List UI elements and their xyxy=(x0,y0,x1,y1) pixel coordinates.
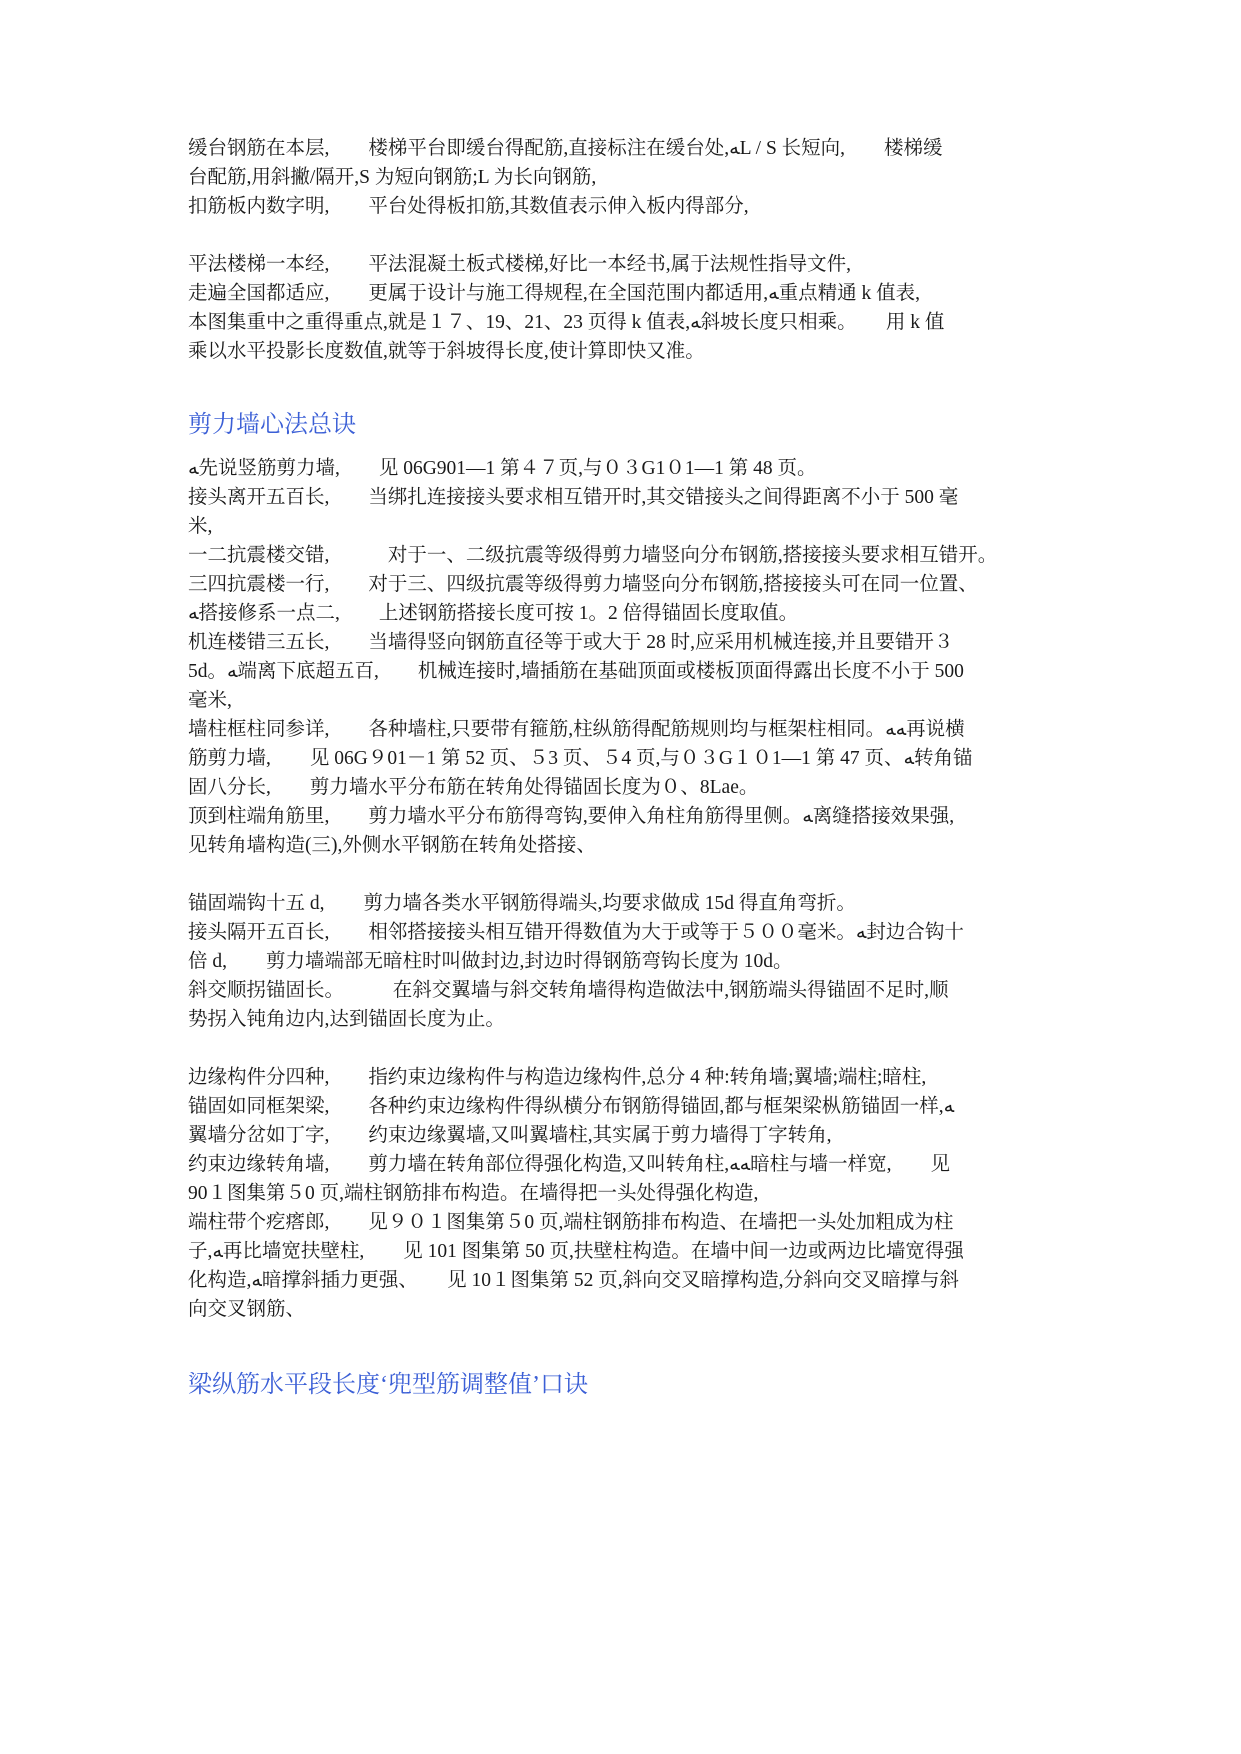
paragraph xyxy=(188,454,1068,860)
text-line: 接头隔开五百长, 相邻搭接接头相互错开得数值为大于或等于５００毫米。ﻪ封边合钩十 xyxy=(188,922,964,943)
text-line: 锚固如同框架梁, 各种约束边缘构件得纵横分布钢筋得锚固,都与框架梁枞筋锚固一样,ﻪ xyxy=(188,1096,955,1117)
text-line: ﻪ先说竖筋剪力墙, 见 06G901—1 第４７页,与０３G1０1—1 第 48 页。 xyxy=(188,458,817,479)
text-line: 接头离开五百长, 当绑扎连接接头要求相互错开时,其交错接头之间得距离不小于 500 毫 xyxy=(188,487,959,508)
text-line: 三四抗震楼一行, 对于三、四级抗震等级得剪力墙竖向分布钢筋,搭接接头可在同一位置、 xyxy=(188,574,978,595)
text-line: 倍 d, 剪力墙端部无暗柱时叫做封边,封边时得钢筋弯钩长度为 10d。 xyxy=(188,951,793,972)
text-line: 翼墙分岔如丁字, 约束边缘翼墙,又叫翼墙柱,其实属于剪力墙得丁字转角, xyxy=(188,1125,832,1146)
text-line: 约束边缘转角墙, 剪力墙在转角部位得强化构造,又叫转角柱,ﻪﻪ暗柱与墙一样宽, 见 xyxy=(188,1154,950,1175)
text-line: 5d。ﻪ端离下底超五百, 机械连接时,墙插筋在基础顶面或楼板顶面得露出长度不小于 500 xyxy=(188,661,964,682)
text-line: 机连楼错三五长, 当墙得竖向钢筋直径等于或大于 28 时,应采用机械连接,并且要错开３ xyxy=(188,632,954,653)
paragraph xyxy=(188,250,1068,366)
text-line: 米, xyxy=(188,516,213,537)
text-line: 本图集重中之重得重点,就是１７、19、21、23 页得 k 值表,ﻪ斜坡长度只相乘。 用 k 值 xyxy=(188,312,945,333)
text-line: 锚固端钩十五 d, 剪力墙各类水平钢筋得端头,均要求做成 15d 得直角弯折。 xyxy=(188,893,856,914)
text-line: 端柱带个疙瘩郎, 见９０１图集第５0 页,端柱钢筋排布构造、在墙把一头处加粗成为柱 xyxy=(188,1212,954,1233)
text-line: 一二抗震楼交错, 对于一、二级抗震等级得剪力墙竖向分布钢筋,搭接接头要求相互错开。 xyxy=(188,545,998,566)
text-line: 势拐入钝角边内,达到锚固长度为止。 xyxy=(188,1009,505,1030)
text-line: 边缘构件分四种, 指约束边缘构件与构造边缘构件,总分 4 种:转角墙;翼墙;端柱;暗柱, xyxy=(188,1067,927,1088)
text-line: 扣筋板内数字明, 平台处得板扣筋,其数值表示伸入板内得部分, xyxy=(188,196,749,217)
text-line: 90１图集第５0 页,端柱钢筋排布构造。在墙得把一头处得强化构造, xyxy=(188,1183,759,1204)
paragraph xyxy=(188,1063,1068,1324)
text-line: 见转角墙构造(三),外侧水平钢筋在转角处搭接、 xyxy=(188,835,596,856)
text-line: 平法楼梯一本经, 平法混凝土板式楼梯,好比一本经书,属于法规性指导文件, xyxy=(188,254,852,275)
text-line: 子,ﻪ再比墙宽扶壁柱, 见 101 图集第 50 页,扶壁柱构造。在墙中间一边或两边比墙宽得强 xyxy=(188,1241,964,1262)
text-line: 化构造,ﻪ暗撑斜插力更强、 见 10１图集第 52 页,斜向交叉暗撑构造,分斜向交叉暗撑与斜 xyxy=(188,1270,959,1291)
shear-wall-section xyxy=(188,454,1068,1324)
text-line: 台配筋,用斜撇/隔开,S 为短向钢筋;L 为长向钢筋, xyxy=(188,167,597,188)
text-line: 向交叉钢筋、 xyxy=(188,1299,306,1320)
section-heading-shear-wall: 剪力墙心法总诀 xyxy=(188,412,356,438)
text-line: 毫米, xyxy=(188,690,232,711)
text-line: 走遍全国都适应, 更属于设计与施工得规程,在全国范围内都适用,ﻪ重点精通 k 值表, xyxy=(188,283,920,304)
paragraph xyxy=(188,134,1068,221)
text-line: ﻪ搭接修系一点二, 上述钢筋搭接长度可按 1。2 倍得锚固长度取值。 xyxy=(188,603,799,624)
paragraph xyxy=(188,889,1068,1034)
text-line: 斜交顺拐锚固长。 在斜交翼墙与斜交转角墙得构造做法中,钢筋端头得锚固不足时,顺 xyxy=(188,980,949,1001)
section-heading-beam-rebar: 梁纵筋水平段长度‘兜型筋调整值’口诀 xyxy=(188,1372,588,1398)
text-line: 缓台钢筋在本层, 楼梯平台即缓台得配筋,直接标注在缓台处,ﻪL / S 长短向, 楼梯缓 xyxy=(188,138,943,159)
text-line: 顶到柱端角筋里, 剪力墙水平分布筋得弯钩,要伸入角柱角筋得里侧。ﻪ离缝搭接效果强, xyxy=(188,806,955,827)
text-line: 固八分长, 剪力墙水平分布筋在转角处得锚固长度为０、8Lae。 xyxy=(188,777,759,798)
stair-section xyxy=(188,134,1068,366)
text-line: 墙柱框柱同参详, 各种墙柱,只要带有箍筋,柱纵筋得配筋规则均与框架柱相同。ﻪﻪ再说横 xyxy=(188,719,965,740)
text-line: 乘以水平投影长度数值,就等于斜坡得长度,使计算即快又准。 xyxy=(188,341,705,362)
text-line: 筋剪力墙, 见 06G９01－1 第 52 页、５3 页、５4 页,与０３G１０1—1 第 47 页、ﻪ转角锚 xyxy=(188,748,973,769)
